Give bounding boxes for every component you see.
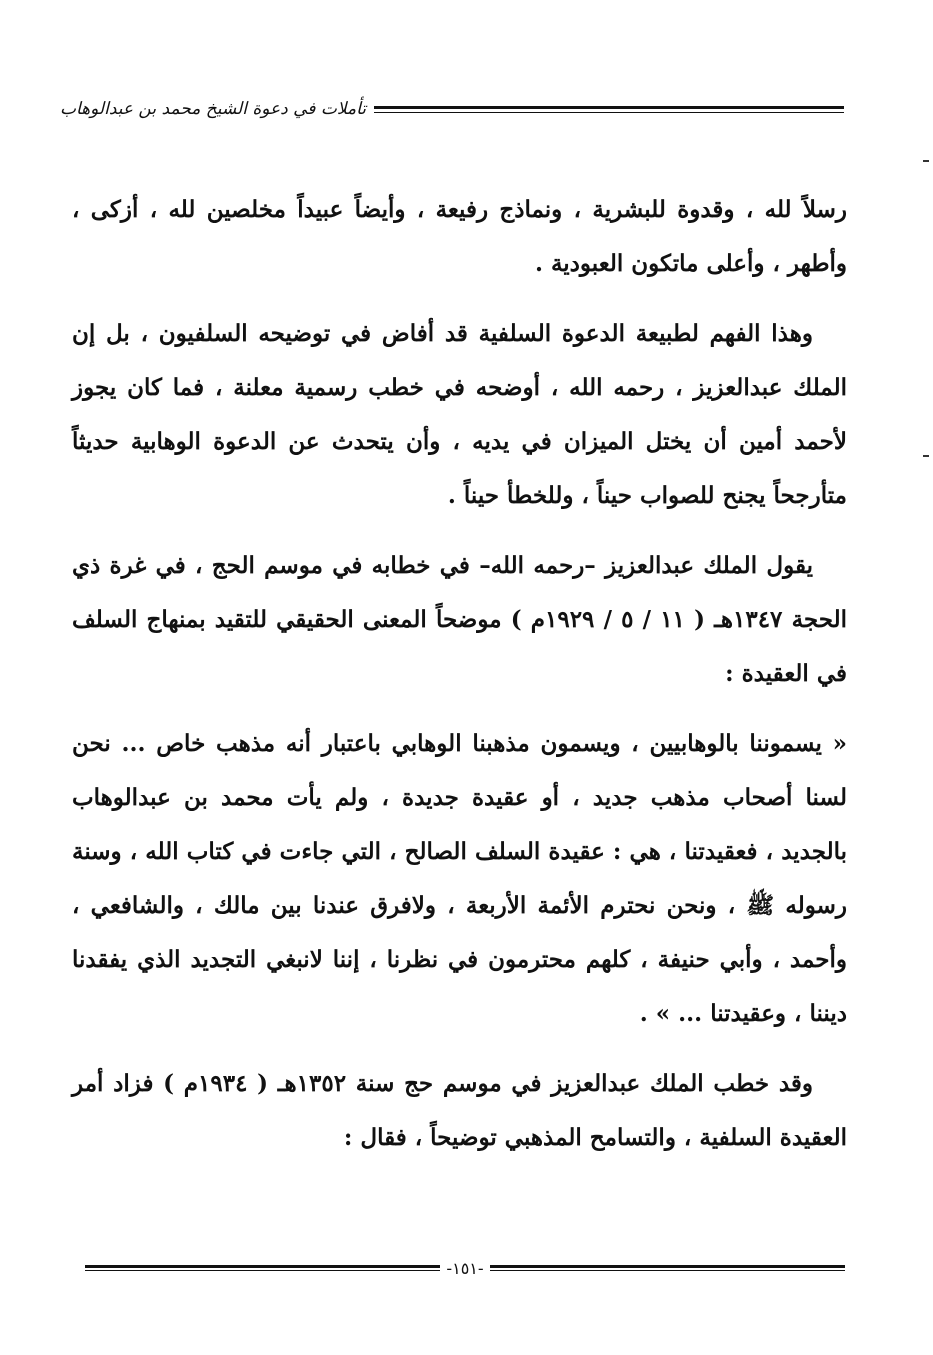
paragraph: وهذا الفهم لطبيعة الدعوة السلفية قد أفاض في توضيحه السلفيون ، بل إن الملك عبدالعزيز ، رحمه الله ، أوضحه في خطب رسمية معلنة ، فما كان يجوز لأحمد أمين أن يختل الميزان في يديه ، وأن يتحدث عن الدعوة الوهابية حديثاً متأرجحاً يجنح للصواب حيناً ، وللخطأ حيناً . xyxy=(72,320,847,509)
book-title: تأملات في دعوة الشيخ محمد بن عبدالوهاب xyxy=(60,99,366,119)
footer-rule-right xyxy=(490,1265,845,1271)
footer-rule-left xyxy=(85,1265,440,1271)
quotation: « يسموننا بالوهابيين ، ويسمون مذهبنا الوهابي باعتبار أنه مذهب خاص ... نحن لسنا أصحاب مذهب جديد ، أو عقيدة جديدة ، ولم يأت محمد بن عبدالوهاب بالجديد ، فعقيدتنا ، هي : عقيدة السلف الصالح ، التي جاءت في كتاب الله ، وسنة رسوله ﷺ ، ونحن نحترم الأئمة الأربعة ، ولافرق عندنا بين مالك ، والشافعي ، وأحمد ، وأبي حنيفة ، كلهم محترمون في نظرنا ، إننا لانبغي التجديد الذي يفقدنا ديننا ، وعقيدتنا ... » . xyxy=(72,730,847,1027)
margin-mark xyxy=(923,160,929,162)
page-body xyxy=(72,183,847,1165)
margin-mark xyxy=(923,455,929,457)
header-rule xyxy=(374,106,844,113)
page-footer xyxy=(85,1256,845,1280)
page-number: -١٥١- xyxy=(446,1258,484,1278)
paragraph: رسلاً لله ، وقدوة للبشرية ، ونماذج رفيعة ، وأيضاً عبيداً مخلصين لله ، أزكى ، وأطهر ، وأعلى ماتكون العبودية . xyxy=(72,196,847,277)
paragraph: وقد خطب الملك عبدالعزيز في موسم حج سنة ١٣٥٢هـ ( ١٩٣٤م ) فزاد أمر العقيدة السلفية ، والتسامح المذهبي توضيحاً ، فقال : xyxy=(72,1070,847,1151)
running-header xyxy=(60,94,844,124)
paragraph: يقول الملك عبدالعزيز –رحمه الله– في خطابه في موسم الحج ، في غرة ذي الحجة ١٣٤٧هـ ( ١١ / ٥ / ١٩٢٩م ) موضحاً المعنى الحقيقي للتقيد بمنهاج السلف في العقيدة : xyxy=(72,552,848,687)
